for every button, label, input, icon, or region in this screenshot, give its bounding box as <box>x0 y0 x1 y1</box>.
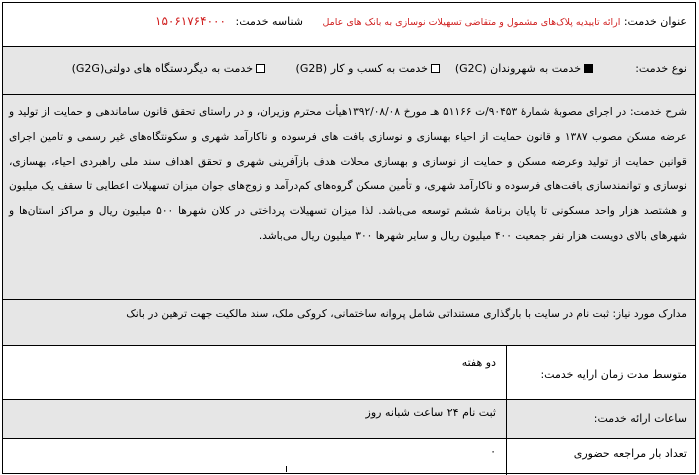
service-form <box>2 2 696 474</box>
title-label: عنوان خدمت: <box>623 15 687 28</box>
option-g2g[interactable] <box>72 62 265 75</box>
detail-value-cell <box>3 439 506 475</box>
detail-label-cell <box>506 439 695 475</box>
service-type-row <box>3 47 695 95</box>
detail-row-duration <box>3 346 695 400</box>
requirements-row <box>3 300 695 346</box>
duration-value: دو هفته <box>461 356 496 369</box>
detail-value-cell <box>3 346 506 399</box>
checkbox-icon[interactable] <box>256 64 265 73</box>
visits-label: تعداد بار مراجعه حضوری <box>573 447 687 460</box>
option-g2g-label: خدمت به دیگردستگاه های دولتی(G2G) <box>71 62 253 75</box>
description <box>9 100 687 249</box>
service-id-value: ۱۵۰۶۱۷۶۴۰۰۰ <box>155 14 226 28</box>
detail-row-visits <box>3 439 695 475</box>
title-value: ارائه تاییدیه پلاک‌های مشمول و متقاضی تسهیلات نوسازی به بانک های عامل <box>322 17 621 28</box>
description-text: در اجرای مصوبۀ شمارۀ ۹۰۴۵۳/ت ۵۱۱۶۶ هـ مورخ ۱۳۹۲/۰۸/۰۸هیأت محترم وزیران، و در راستای تحقق قانون ساماندهی و حمایت از تولید و عرضه مسکن مصوب ۱۳۸۷ و قانون حمایت از احیاء بهسازی و نوسازی بافت های فرسوده و ناکارآمد شهری و سکونتگاه‌های غیر رسمی و تامین اجرای قوانین حمایت از تولید وعرضه مسکن و حمایت از نوسازی و بهسازی محلات هدف بازآفرینی شهری و تحقق اهداف سند ملی راهبردی احیاء، بهسازی، نوسازی و توانمندسازی بافت‌های فرسوده و ناکارآمد شهری، و تأمین مسکن گروه‌های کم‌درآمد و زوج‌های جوان میزان تسهیلات اعطایی تا سقف یک میلیون و هشتصد هزار واحد مسکونی تا پایان برنامۀ ششم توسعه می‌باشد. لذا میزان تسهیلات پرداختی در کلان شهرها ۵۰۰ میلیون ریال و مراکز استان‌ها و شهرهای بالای دویست هزار نفر جمعیت ۴۰۰ میلیون ریال و سایر شهرها ۳۰۰ میلیون ریال می‌باشد. <box>9 106 687 242</box>
option-g2c-label: خدمت به شهروندان (G2C) <box>454 62 581 75</box>
checkbox-icon[interactable] <box>431 64 440 73</box>
visits-value: ۰ <box>490 445 496 458</box>
service-id-label: شناسه خدمت: <box>235 15 303 28</box>
checkbox-checked-icon[interactable] <box>584 64 593 73</box>
hours-value: ثبت نام ۲۴ ساعت شبانه روز <box>365 406 496 419</box>
option-g2c[interactable] <box>455 62 593 75</box>
option-g2b-label: خدمت به کسب و کار (G2B) <box>295 62 428 75</box>
description-label: شرح خدمت: <box>629 106 687 118</box>
duration-label: متوسط مدت زمان ارایه خدمت: <box>540 368 687 381</box>
detail-label-cell <box>506 346 695 399</box>
service-type-label: نوع خدمت: <box>635 62 687 75</box>
requirements-text: ثبت نام در سایت با بارگذاری مستنداتی شامل پروانه ساختمانی، کروکی ملک، سند مالکیت جهت ترهین در بانک <box>126 308 610 320</box>
option-g2b[interactable] <box>296 62 440 75</box>
detail-row-hours <box>3 400 695 439</box>
requirements-label: مدارک مورد نیاز: <box>612 308 687 320</box>
detail-label-cell <box>506 400 695 438</box>
requirements <box>9 308 687 320</box>
header-row <box>3 3 695 47</box>
table-divider <box>286 466 287 472</box>
hours-label: ساعات ارائه خدمت: <box>593 412 687 425</box>
detail-value-cell <box>3 400 506 438</box>
service-title <box>322 15 687 28</box>
description-row <box>3 95 695 300</box>
